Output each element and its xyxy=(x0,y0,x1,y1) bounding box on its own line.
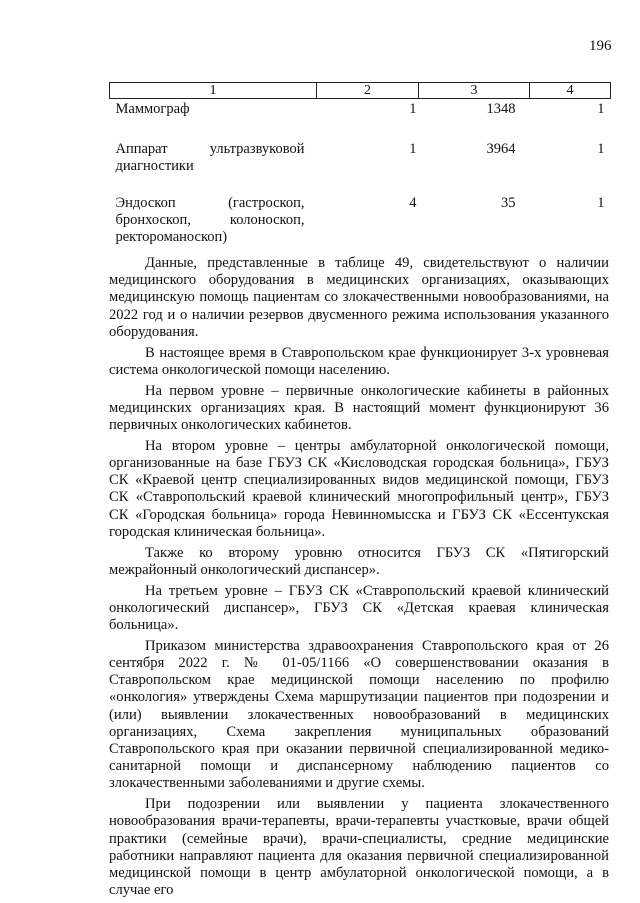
equipment-name: Аппарат ультразвуковой диагностики xyxy=(115,141,305,174)
page-number: 196 xyxy=(589,38,612,54)
paragraph: Данные, представленные в таблице 49, свидетельствуют о наличии медицинского оборудования в медицинских организациях, оказывающих медицинскую помощь пациентам со злокачественными новообразованиями, на 2022 год и о наличии резервов двусменного режима использования указанного оборудования. xyxy=(109,255,609,340)
paragraph: При подозрении или выявлении у пациента злокачественного новообразования врачи-терапевты, врачи-терапевты участковые, врачи общей практики (семейные врачи), врачи-специалисты, средние медицинские работники направляют пациента для оказания первичной специализированной медицинской помощи в центр амбулаторной онкологической помощи, а в случае его xyxy=(109,796,609,899)
column-header: 4 xyxy=(530,83,611,99)
column-header: 2 xyxy=(317,83,419,99)
table-row xyxy=(110,139,611,193)
equipment-table xyxy=(109,82,611,255)
table-row xyxy=(110,99,611,140)
column-header: 1 xyxy=(110,83,317,99)
table-cell: 35 xyxy=(501,195,516,211)
paragraph: В настоящее время в Ставропольском крае функционирует 3-х уровневая система онкологической помощи населению. xyxy=(109,344,609,378)
paragraph: На третьем уровне – ГБУЗ СК «Ставропольский краевой клинический онкологический диспансер», ГБУЗ СК «Детская краевая клиническая больница». xyxy=(109,582,609,634)
column-header: 3 xyxy=(419,83,530,99)
table-cell: 1348 xyxy=(486,101,516,117)
paragraph: На первом уровне – первичные онкологические кабинеты в районных медицинских организациях края. В настоящий момент функционируют 36 первичных онкологических кабинетов. xyxy=(109,382,609,434)
paragraph: На втором уровне – центры амбулаторной онкологической помощи, организованные на базе ГБУЗ СК «Кисловодская городская больница», ГБУЗ СК «Краевой центр специализированных видов медицинской помощи, ГБУЗ СК «Ставропольский краевой клинический многопрофильный центр», ГБУЗ СК «Городская больница» города Невинномысска и ГБУЗ СК «Ессентукская городская клиническая больница». xyxy=(109,437,609,540)
table-cell: 1 xyxy=(597,141,605,157)
paragraph: Также ко второму уровню относится ГБУЗ СК «Пятигорский межрайонный онкологический диспансер». xyxy=(109,544,609,578)
table-cell: 1 xyxy=(597,101,605,117)
table-row xyxy=(110,193,611,255)
equipment-name: Эндоскоп (гастроскоп, бронхоскоп, колоноскоп, ректороманоскоп) xyxy=(115,195,305,245)
table-cell: 4 xyxy=(409,195,417,211)
equipment-name: Маммограф xyxy=(115,101,190,117)
table-cell: 1 xyxy=(409,141,417,157)
paragraph: Приказом министерства здравоохранения Ставропольского края от 26 сентября 2022 г. № 01-05/1166 «О совершенствовании оказания в Ставропольском крае медицинской помощи населению по профилю «онкология» утверждены Схема маршрутизации пациентов при подозрении и (или) выявлении злокачественных новообразований в медицинских организациях, Схема закрепления муниципальных образований Ставропольского края при оказании первичной специализированной медико-санитарной помощи и диспансерному наблюдению пациентов со злокачественными заболеваниями и другие схемы. xyxy=(109,637,609,792)
table-cell: 3964 xyxy=(486,141,516,157)
table-cell: 1 xyxy=(597,195,605,211)
table-cell: 1 xyxy=(409,101,417,117)
document-body xyxy=(109,255,609,903)
table-header-row xyxy=(110,83,611,99)
